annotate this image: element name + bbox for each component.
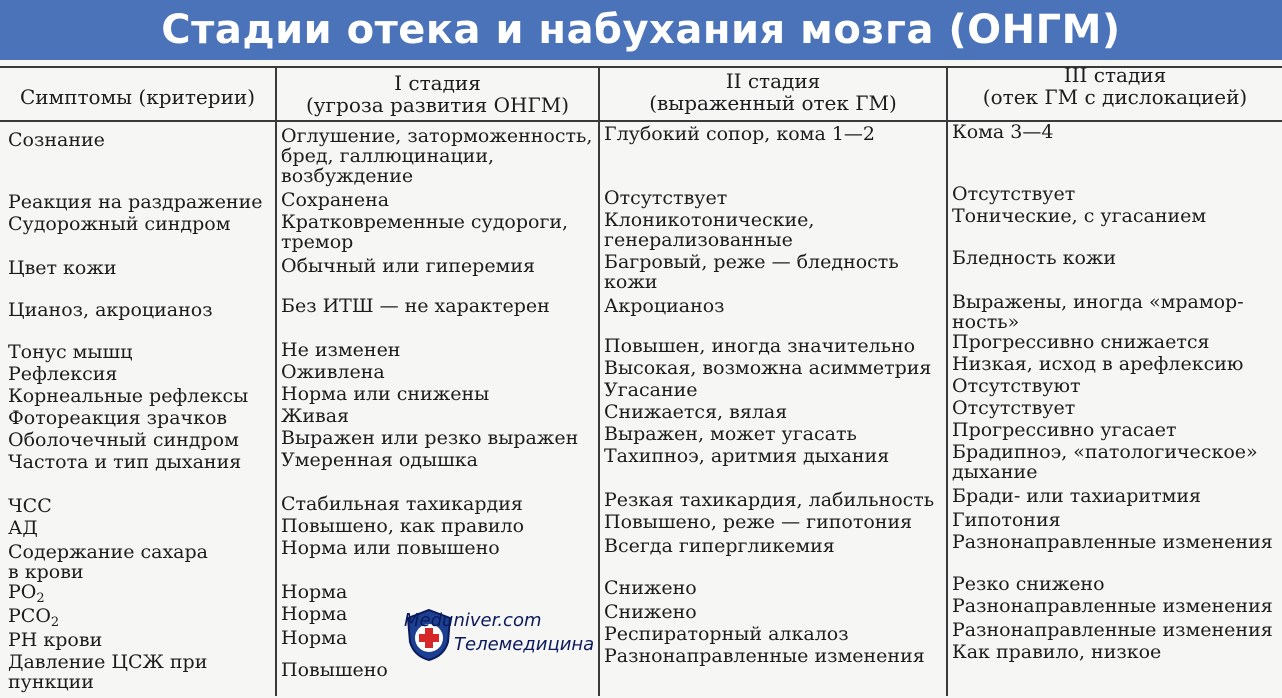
row-heart-rate-symptom: ЧСС [8,495,52,517]
header-stage1 [277,72,598,116]
row-pupil-stage2: Снижается, вялая [604,401,788,423]
row-reaction-stage1: Сохранена [281,189,390,211]
row-corneal-stage2: Угасание [604,379,698,401]
row-consciousness-stage1: Оглушение, заторможенность, бред, галлюцинации, возбуждение [281,125,593,187]
row-muscle-tone-stage2: Повышен, иногда значительно [604,335,916,357]
header-stage3-title: III стадия [1063,63,1167,87]
row-meningeal-stage2: Выражен, может угасать [604,423,857,445]
row-breathing-symptom: Частота и тип дыхания [8,451,242,473]
row-reflexes-stage2: Высокая, возможна асимметрия [604,357,932,379]
row-muscle-tone-stage1: Не изменен [281,339,401,361]
row-seizure-symptom: Судорожный синдром [8,213,231,235]
row-meningeal-stage1: Выражен или резко выражен [281,427,579,449]
header-stage2-subtitle: (выраженный отек ГМ) [649,91,897,115]
row-breathing-stage2: Тахипноэ, аритмия дыхания [604,445,890,467]
row-csf-pressure-stage3: Как правило, низкое [952,641,1162,663]
row-blood-sugar-symptom: Содержание сахара в крови [8,541,209,583]
row-pupil-symptom: Фотореакция зрачков [8,407,228,429]
row-seizure-stage1: Кратковременные судороги, тремор [281,211,569,253]
row-reflexes-stage1: Оживлена [281,361,385,383]
row-reaction-stage3: Отсутствует [952,183,1076,205]
row-meningeal-symptom: Оболочечный синдром [8,429,239,451]
row-pco2-stage1: Норма [281,603,348,625]
header-stage3 [948,64,1282,108]
row-blood-pressure-stage3: Гипотония [952,509,1061,531]
row-reflexes-symptom: Рефлексия [8,363,118,385]
row-blood-sugar-stage1: Норма или повышено [281,537,500,559]
row-blood-pressure-symptom: АД [8,517,38,539]
row-ph-symptom: PH крови [8,629,103,651]
row-breathing-stage1: Умеренная одышка [281,449,478,471]
row-po2-stage2: Снижено [604,577,697,599]
header-stage1-title: I стадия [394,71,481,95]
row-cyanosis-symptom: Цианоз, акроцианоз [8,299,213,321]
row-reaction-stage2: Отсутствует [604,187,728,209]
header-stage2-title: II стадия [725,69,821,93]
row-ph-stage3: Разнонаправленные изменения [952,619,1273,641]
header-stage3-subtitle: (отек ГМ с дислокацией) [982,85,1248,109]
row-skin-color-stage3: Бледность кожи [952,247,1117,269]
row-blood-sugar-stage2: Всегда гипергликемия [604,535,835,557]
row-ph-stage1: Норма [281,627,348,649]
header-stage2 [600,70,946,114]
row-csf-pressure-stage1: Повышено [281,659,388,681]
row-po2-stage1: Норма [281,581,348,603]
row-cyanosis-stage1: Без ИТШ — не характерен [281,295,550,317]
row-po2-stage3: Резко снижено [952,573,1105,595]
row-meningeal-stage3: Прогрессивно угасает [952,419,1177,441]
row-consciousness-stage3: Кома 3—4 [952,121,1054,143]
row-pupil-stage1: Живая [281,405,350,427]
header-stage1-subtitle: (угроза развития ОНГМ) [305,93,570,117]
row-muscle-tone-symptom: Тонус мышц [8,341,133,363]
watermark-subtitle: Телемедицина [454,634,595,655]
row-ph-stage2: Респираторный алкалоз [604,623,849,645]
row-csf-pressure-stage2: Разнонаправленные изменения [604,645,925,667]
row-pupil-stage3: Отсутствует [952,397,1076,419]
row-corneal-stage3: Отсутствуют [952,375,1081,397]
row-pco2-stage2: Снижено [604,601,697,623]
watermark-site-name: Meduniver.com [404,610,542,631]
row-corneal-symptom: Корнеальные рефлексы [8,385,249,407]
row-breathing-stage3: Брадипноэ, «патологическое» дыхание [952,441,1258,483]
row-reflexes-stage3: Низкая, исход в арефлексию [952,353,1244,375]
row-reaction-symptom: Реакция на раздражение [8,191,263,213]
column-divider-2 [598,66,600,696]
row-heart-rate-stage3: Бради- или тахиаритмия [952,485,1202,507]
row-seizure-stage3: Тонические, с угасанием [952,205,1207,227]
row-cyanosis-stage2: Акроцианоз [604,295,725,317]
row-blood-pressure-stage2: Повышено, реже — гипотония [604,511,913,533]
row-muscle-tone-stage3: Прогрессивно снижается [952,331,1210,353]
row-pco2-stage3: Разнонаправленные изменения [952,595,1273,617]
header-bottom-rule [0,120,1282,122]
title-banner [0,0,1282,60]
row-consciousness-symptom: Сознание [8,129,105,151]
row-seizure-stage2: Клоникотонические, генерализованные [604,209,815,251]
row-po2-symptom: $PO_2$ [8,581,45,606]
row-blood-pressure-stage1: Повышено, как правило [281,515,525,537]
page-title: Стадии отека и набухания мозга (ОНГМ) [161,7,1121,53]
row-skin-color-stage2: Багровый, реже — бледность кожи [604,251,899,293]
row-pco2-symptom: $PCO_2$ [8,605,60,630]
row-skin-color-symptom: Цвет кожи [8,257,117,279]
row-blood-sugar-stage3: Разнонаправленные изменения [952,531,1273,553]
row-heart-rate-stage1: Стабильная тахикардия [281,493,523,515]
row-cyanosis-stage3: Выражены, иногда «мрамор- ность» [952,291,1244,333]
row-heart-rate-stage2: Резкая тахикардия, лабильность [604,489,935,511]
row-skin-color-stage1: Обычный или гиперемия [281,255,535,277]
header-symptoms-label: Симптомы (критерии) [19,85,256,109]
column-divider-3 [946,66,948,696]
header-symptoms [0,86,275,108]
column-divider-1 [275,66,277,696]
row-consciousness-stage2: Глубокий сопор, кома 1—2 [604,123,876,145]
meduniver-watermark [404,604,604,664]
row-csf-pressure-symptom: Давление ЦСЖ при пункции [8,651,208,693]
stages-table [0,60,1282,698]
row-corneal-stage1: Норма или снижены [281,383,490,405]
